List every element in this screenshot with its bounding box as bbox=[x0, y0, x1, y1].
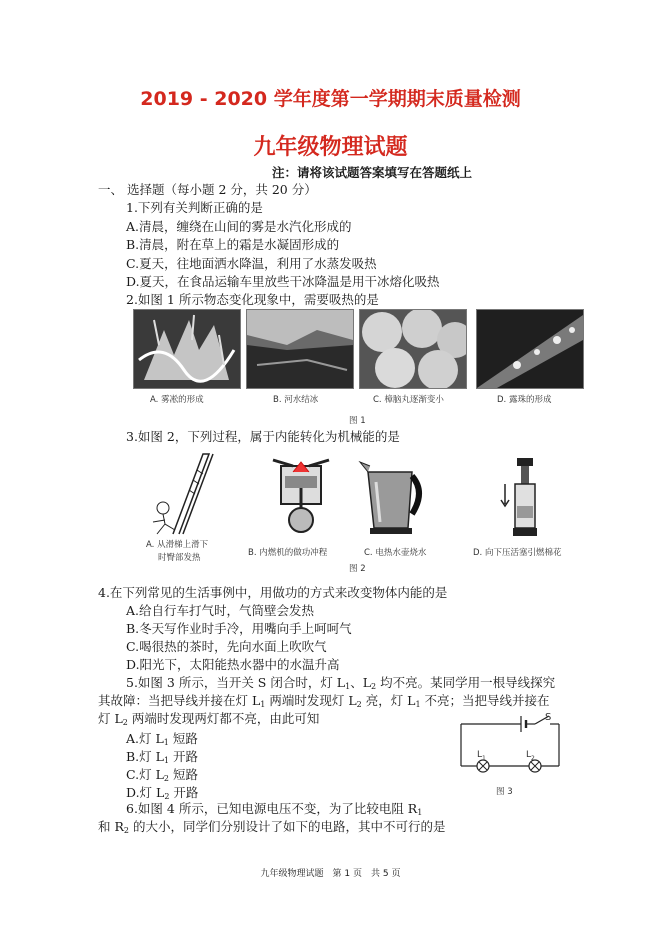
q1-option-c: C.夏天，往地面洒水降温，利用了水蒸发吸热 bbox=[126, 256, 377, 271]
q4-option-a: A.给自行车打气时，气筒壁会发热 bbox=[126, 603, 315, 618]
q1-stem: 1.下列有关判断正确的是 bbox=[126, 200, 263, 215]
lamp2-label: $L_2$ bbox=[526, 750, 535, 762]
q4-option-b: B.冬天写作业时手冷，用嘴向手上呵呵气 bbox=[126, 621, 352, 636]
fig2-caption-d: D. 向下压活塞引燃棉花 bbox=[473, 548, 562, 558]
lamp1-label: $L_1$ bbox=[477, 750, 486, 762]
q6-line2: 和 $R_2$ 的大小，同学们分别设计了如下的电路，其中不可行的是 bbox=[98, 819, 446, 835]
q4-stem: 4.在下列常见的生活事例中，用做功的方式来改变物体内能的是 bbox=[98, 585, 448, 600]
slide-illustration bbox=[143, 450, 223, 536]
q5-option-b: B.灯 $L_1$ 开路 bbox=[126, 749, 199, 765]
q1-option-a: A.清晨，缠绕在山间的雾是水汽化形成的 bbox=[126, 219, 352, 234]
photo-river-ice bbox=[246, 309, 354, 389]
answer-note: 注：请将该试题答案填写在答题纸上 bbox=[272, 165, 473, 180]
kettle-illustration bbox=[356, 452, 426, 536]
q5-line1: 5.如图 3 所示，当开关 S 闭合时，灯 $L_1$、$L_2$ 均不亮。某同学用一根导线探究 bbox=[126, 675, 556, 691]
fig2-caption-c: C. 电热水壶烧水 bbox=[364, 548, 427, 558]
fig1-caption-a: A. 雾凇的形成 bbox=[150, 395, 204, 405]
q2-stem: 2.如图 1 所示物态变化现象中，需要吸热的是 bbox=[126, 292, 379, 307]
photo-rime bbox=[133, 309, 241, 389]
q5-line3: 灯 $L_2$ 两端时发现两灯都不亮，由此可知 bbox=[98, 711, 320, 727]
fig2-caption-a2: 时臀部发热 bbox=[158, 553, 201, 563]
q5-option-d: D.灯 $L_2$ 开路 bbox=[126, 785, 199, 801]
fig1-label: 图 1 bbox=[349, 416, 366, 426]
fig2-label: 图 2 bbox=[349, 564, 366, 574]
fig1-caption-d: D. 露珠的形成 bbox=[497, 395, 552, 405]
q3-stem: 3.如图 2，下列过程，属于内能转化为机械能的是 bbox=[126, 429, 400, 444]
q5-option-a: A.灯 $L_1$ 短路 bbox=[126, 731, 198, 747]
photo-dew bbox=[476, 309, 584, 389]
q5-line2: 其故障：当把导线并接在灯 $L_1$ 两端时发现灯 $L_2$ 亮，灯 $L_1$ 不亮；当把导线并接在 bbox=[98, 693, 550, 709]
page-footer: 九年级物理试题 第 1 页 共 5 页 bbox=[260, 869, 401, 879]
q1-option-d: D.夏天，在食品运输车里放些干冰降温是用干冰熔化吸热 bbox=[126, 274, 440, 289]
fig2-caption-b: B. 内燃机的做功冲程 bbox=[248, 548, 328, 558]
subject-title: 九年级物理试题 bbox=[253, 135, 408, 160]
switch-label: S bbox=[545, 712, 552, 723]
q1-option-b: B.清晨，附在草上的霜是水凝固形成的 bbox=[126, 237, 340, 252]
fig1-caption-b: B. 河水结冰 bbox=[273, 395, 319, 405]
photo-mothballs bbox=[359, 309, 467, 389]
section-heading: 一、 选择题（每小题 2 分，共 20 分） bbox=[98, 182, 317, 197]
fig1-caption-c: C. 樟脑丸逐渐变小 bbox=[373, 395, 444, 405]
piston-illustration bbox=[495, 454, 551, 538]
q5-option-c: C.灯 $L_2$ 短路 bbox=[126, 767, 198, 783]
q4-option-d: D.阳光下，太阳能热水器中的水温升高 bbox=[126, 657, 340, 672]
q6-line1: 6.如图 4 所示，已知电源电压不变，为了比较电阻 $R_1$ bbox=[126, 801, 423, 817]
q4-option-c: C.喝很热的茶时，先向水面上吹吹气 bbox=[126, 639, 327, 654]
engine-illustration bbox=[263, 456, 339, 536]
fig2-caption-a1: A. 从滑梯上滑下 bbox=[146, 540, 209, 550]
fig3-label: 图 3 bbox=[496, 787, 513, 797]
exam-title: 2019 - 2020 学年度第一学期期末质量检测 bbox=[140, 88, 521, 110]
